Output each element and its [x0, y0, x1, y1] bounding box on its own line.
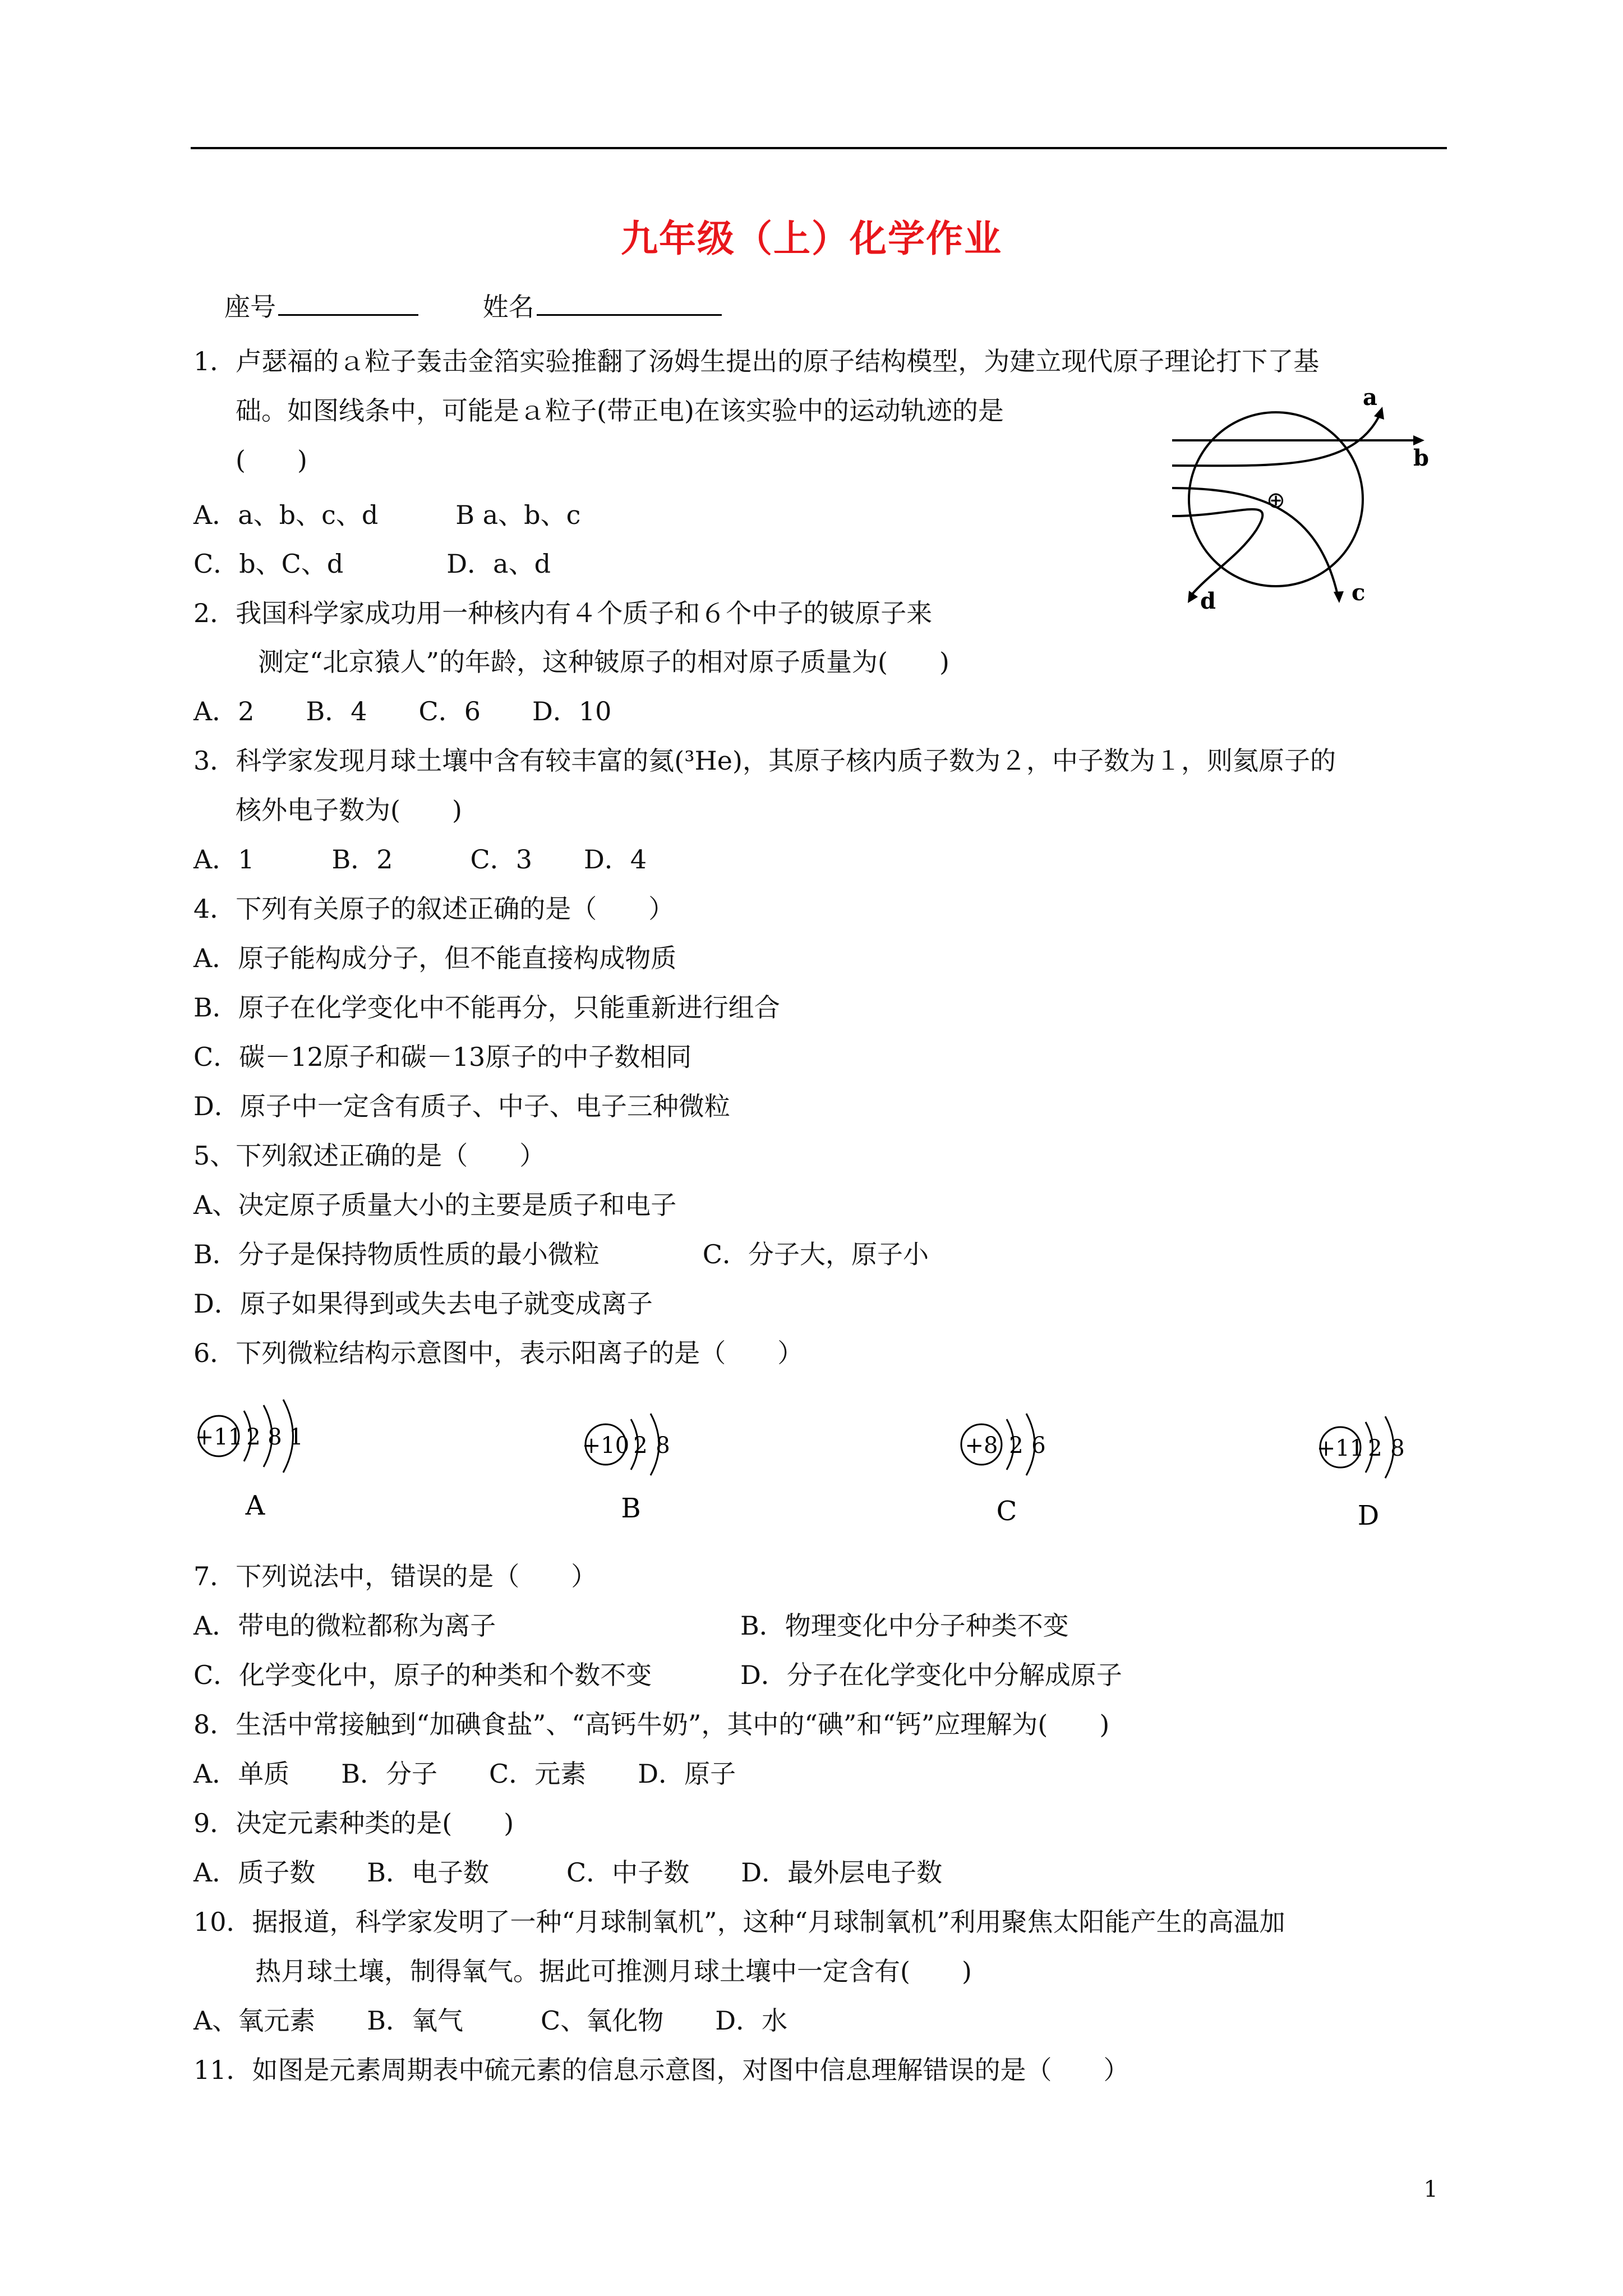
text-line: C．b、C、d D．a、d: [193, 549, 551, 579]
text-line: C．碳－12原子和碳－13原子的中子数相同: [193, 1042, 692, 1072]
text-line: A．1 B．2 C．3 D．4: [193, 844, 647, 875]
atom-b: [582, 1414, 670, 1524]
shell-electrons: 1: [289, 1424, 303, 1450]
text-line: D．分子在化学变化中分解成原子: [740, 1660, 1122, 1690]
shell-electrons: 2: [1009, 1433, 1023, 1458]
shell-electrons: 6: [1031, 1433, 1046, 1458]
label-c: c: [1352, 579, 1366, 606]
nucleus-charge: +10: [582, 1433, 630, 1458]
text-line: 7．下列说法中，错误的是（ ）: [193, 1561, 597, 1591]
option-label: A: [245, 1490, 265, 1521]
text-line: 2．我国科学家成功用一种核内有４个质子和６个中子的铍原子来: [193, 598, 933, 628]
option-label: D: [1357, 1500, 1380, 1531]
text-line: 9．决定元素种类的是( ): [193, 1808, 514, 1838]
shell-electrons: 8: [1390, 1435, 1405, 1461]
text-line: B．原子在化学变化中不能再分，只能重新进行组合: [193, 992, 780, 1023]
label-d: d: [1200, 588, 1216, 614]
option-label: C: [996, 1496, 1017, 1527]
shell-electrons: 2: [1368, 1435, 1382, 1461]
text-line: D．原子如果得到或失去电子就变成离子: [193, 1289, 653, 1319]
rutherford-figure: [1150, 381, 1453, 617]
text-line: 测定“北京猿人”的年龄，这种铍原子的相对原子质量为( ): [258, 647, 949, 677]
text-line: 4．下列有关原子的叙述正确的是（ ）: [193, 894, 675, 924]
text-line: 3．科学家发现月球土壤中含有较丰富的氦(³He)，其原子核内质子数为２，中子数为１，则氦原子的: [193, 746, 1336, 776]
nucleus-charge: +8: [965, 1433, 998, 1458]
shell-electrons: 2: [246, 1424, 261, 1450]
text-line: A．质子数 B．电子数 C．中子数 D．最外层电子数: [193, 1857, 943, 1888]
text-line: 6．下列微粒结构示意图中，表示阳离子的是（ ）: [193, 1338, 804, 1368]
nucleus-symbol: ⊕: [1266, 487, 1285, 513]
label-b: b: [1413, 445, 1429, 471]
text-line: 核外电子数为( ): [236, 795, 462, 825]
text-line: 5、下列叙述正确的是（ ）: [193, 1140, 546, 1171]
arrowhead-b: [1413, 435, 1424, 445]
text-line: A．a、b、c、d B a、b、c: [193, 500, 581, 530]
atom-c: [961, 1414, 1046, 1527]
nucleus-charge: +11: [1316, 1435, 1364, 1461]
shell-electrons: 8: [656, 1433, 670, 1458]
text-line: B．分子是保持物质性质的最小微粒 C．分子大，原子小: [193, 1239, 929, 1269]
text-line: A、氧元素 B．氧气 C、氧化物 D．水: [193, 2005, 788, 2036]
text-line: A．带电的微粒都称为离子: [193, 1611, 496, 1641]
text-line: 11．如图是元素周期表中硫元素的信息示意图，对图中信息理解错误的是（ ）: [193, 2055, 1129, 2085]
text-line: A．单质 B．分子 C．元素 D．原子: [193, 1759, 736, 1789]
text-line: D．原子中一定含有质子、中子、电子三种微粒: [193, 1091, 730, 1121]
nucleus-charge: +11: [195, 1424, 243, 1450]
page-number: 1: [1423, 2177, 1438, 2202]
text-line: A．2 B．4 C．6 D．10: [193, 696, 612, 726]
text-line: 础。如图线条中，可能是ａ粒子(带正电)在该实验中的运动轨迹的是: [236, 395, 1004, 426]
seat-blank[interactable]: [278, 288, 418, 316]
text-line: 1．卢瑟福的ａ粒子轰击金箔实验推翻了汤姆生提出的原子结构模型，为建立现代原子理论打下了基: [193, 346, 1320, 376]
shell-electrons: 2: [633, 1433, 648, 1458]
arrowhead-c: [1334, 591, 1344, 603]
option-label: B: [621, 1493, 641, 1524]
atom-d: [1317, 1416, 1405, 1531]
page-title: 九年级（上）化学作业: [621, 217, 1002, 260]
text-line: A、决定原子质量大小的主要是质子和电子: [193, 1190, 677, 1220]
text-line: A．原子能构成分子，但不能直接构成物质: [193, 943, 677, 973]
shell-electrons: 8: [268, 1424, 282, 1450]
text-line: 10．据报道，科学家发明了一种“月球制氧机”，这种“月球制氧机”利用聚焦太阳能产生的高温加: [193, 1907, 1285, 1937]
atom-diagrams: [191, 1380, 1458, 1537]
text-line: C．化学变化中，原子的种类和个数不变: [193, 1660, 652, 1690]
seat-field: 座号 姓名: [224, 288, 722, 324]
text-line: 8．生活中常接触到“加碘食盐”、“高钙牛奶”，其中的“碘”和“钙”应理解为( ): [193, 1709, 1110, 1740]
text-line: B．物理变化中分子种类不变: [740, 1611, 1069, 1641]
text-line: ( ): [236, 445, 307, 475]
label-a: a: [1363, 384, 1377, 411]
text-line: 热月球土壤，制得氧气。据此可推测月球土壤中一定含有( ): [255, 1956, 972, 1986]
atom-a: [195, 1400, 303, 1521]
header-rule: [191, 147, 1447, 149]
name-blank[interactable]: [537, 288, 722, 316]
